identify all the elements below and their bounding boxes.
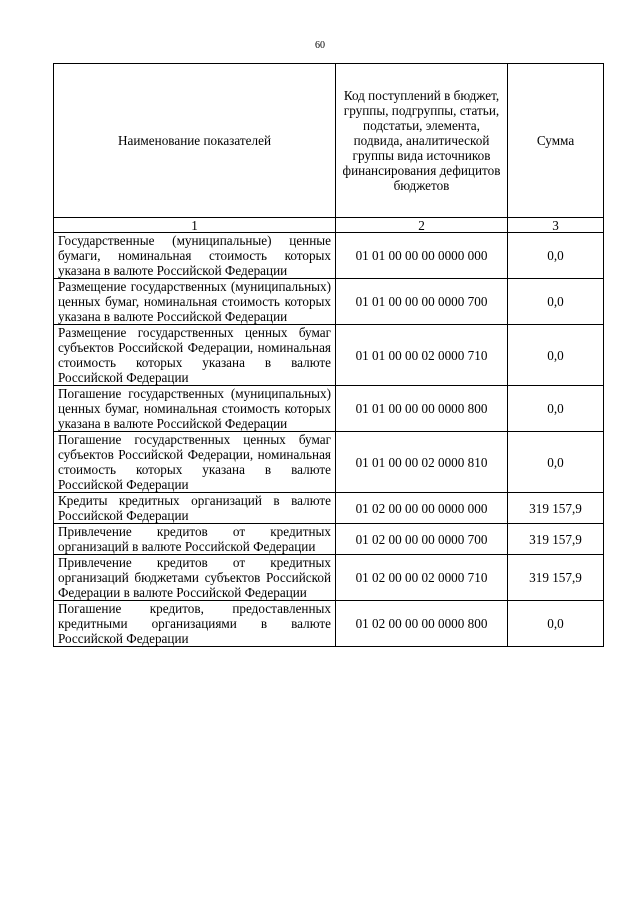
column-number-3: 3 [508,218,604,233]
row-sum: 319 157,9 [508,555,604,601]
table-row [54,601,604,647]
row-code: 01 02 00 00 00 0000 800 [336,601,508,647]
row-name: Размещение государственных ценных бумаг субъектов Российской Федерации, номинальная стоимость которых указана в валюте Российской Федерации [54,325,336,386]
row-sum: 0,0 [508,325,604,386]
row-code: 01 01 00 00 02 0000 710 [336,325,508,386]
row-sum: 0,0 [508,432,604,493]
row-name: Погашение государственных (муниципальных) ценных бумаг, номинальная стоимость которых указана в валюте Российской Федерации [54,386,336,432]
row-sum: 0,0 [508,601,604,647]
row-sum: 0,0 [508,233,604,279]
row-name: Погашение кредитов, предоставленных кредитными организациями в валюте Российской Федерации [54,601,336,647]
table-row [54,279,604,325]
table-row [54,493,604,524]
row-sum: 319 157,9 [508,524,604,555]
header-sum: Сумма [508,64,604,218]
row-code: 01 01 00 00 00 0000 700 [336,279,508,325]
row-name: Государственные (муниципальные) ценные бумаги, номинальная стоимость которых указана в валюте Российской Федерации [54,233,336,279]
column-number-1: 1 [54,218,336,233]
table-row [54,524,604,555]
row-sum: 319 157,9 [508,493,604,524]
row-sum: 0,0 [508,279,604,325]
table-row [54,555,604,601]
table-row [54,233,604,279]
column-number-2: 2 [336,218,508,233]
row-name: Привлечение кредитов от кредитных организаций бюджетами субъектов Российской Федерации в валюте Российской Федерации [54,555,336,601]
row-code: 01 02 00 00 00 0000 000 [336,493,508,524]
header-code: Код поступлений в бюджет, группы, подгруппы, статьи, подстатьи, элемента, подвида, аналитической группы вида источников финансирования дефицитов бюджетов [336,64,508,218]
budget-sources-table [53,63,604,647]
row-sum: 0,0 [508,386,604,432]
row-code: 01 02 00 00 02 0000 710 [336,555,508,601]
table-row [54,386,604,432]
header-row [54,64,604,218]
row-name: Погашение государственных ценных бумаг субъектов Российской Федерации, номинальная стоимость которых указана в валюте Российской Федерации [54,432,336,493]
header-name: Наименование показателей [54,64,336,218]
row-name: Привлечение кредитов от кредитных организаций в валюте Российской Федерации [54,524,336,555]
row-code: 01 02 00 00 00 0000 700 [336,524,508,555]
row-code: 01 01 00 00 00 0000 800 [336,386,508,432]
row-code: 01 01 00 00 02 0000 810 [336,432,508,493]
table-row [54,432,604,493]
page-number: 60 [315,40,325,51]
column-number-row [54,218,604,233]
row-code: 01 01 00 00 00 0000 000 [336,233,508,279]
row-name: Кредиты кредитных организаций в валюте Российской Федерации [54,493,336,524]
row-name: Размещение государственных (муниципальных) ценных бумаг, номинальная стоимость которых указана в валюте Российской Федерации [54,279,336,325]
table-row [54,325,604,386]
